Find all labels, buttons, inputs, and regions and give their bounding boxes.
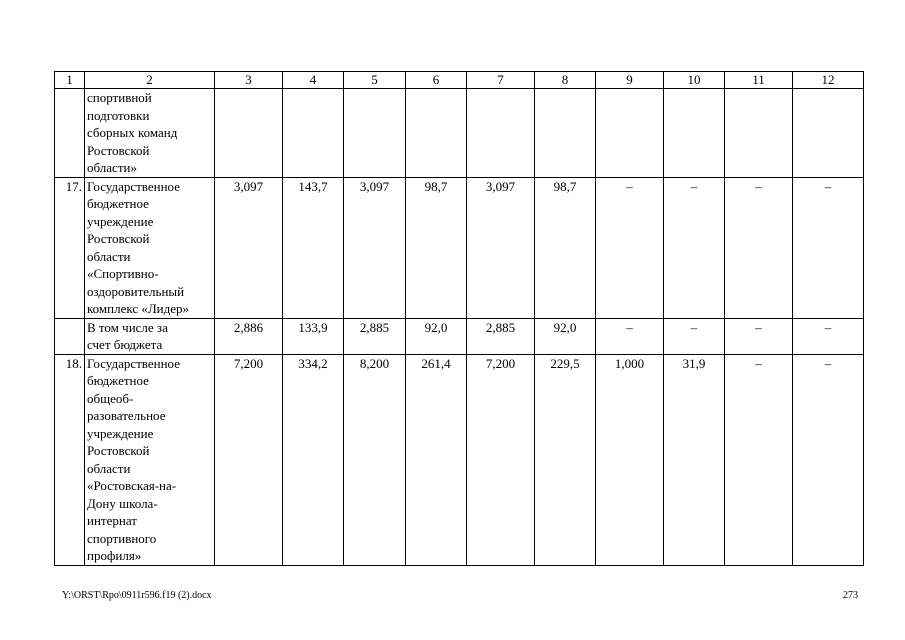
header-cell: 2 (85, 72, 215, 89)
row-index (55, 318, 85, 354)
value-cell: – (664, 318, 725, 354)
value-cell: – (725, 354, 793, 565)
organization-name: В том числе за счет бюджета (85, 318, 215, 354)
value-cell: 143,7 (283, 177, 344, 318)
value-cell: – (596, 318, 664, 354)
value-cell: 7,200 (467, 354, 535, 565)
header-cell: 1 (55, 72, 85, 89)
value-cell: 98,7 (406, 177, 467, 318)
value-cell: 92,0 (406, 318, 467, 354)
value-cell (467, 89, 535, 178)
header-cell: 12 (793, 72, 864, 89)
value-cell (725, 89, 793, 178)
value-cell: – (793, 318, 864, 354)
row-index: 18. (55, 354, 85, 565)
value-cell (793, 89, 864, 178)
table-row (55, 318, 864, 354)
value-cell: 2,885 (344, 318, 406, 354)
table-row (55, 177, 864, 318)
table-row (55, 89, 864, 178)
value-cell (406, 89, 467, 178)
footer-file-path: Y:\ORST\Rpo\0911r596.f19 (2).docx (62, 590, 212, 601)
value-cell: 2,885 (467, 318, 535, 354)
header-cell: 4 (283, 72, 344, 89)
header-cell: 8 (535, 72, 596, 89)
row-index: 17. (55, 177, 85, 318)
value-cell: – (596, 177, 664, 318)
value-cell: – (793, 177, 864, 318)
value-cell (664, 89, 725, 178)
table-row (55, 354, 864, 565)
value-cell: 3,097 (215, 177, 283, 318)
header-cell: 7 (467, 72, 535, 89)
row-index (55, 89, 85, 178)
page-number: 273 (843, 590, 858, 601)
header-cell: 6 (406, 72, 467, 89)
header-cell: 3 (215, 72, 283, 89)
value-cell: 3,097 (344, 177, 406, 318)
value-cell: – (725, 318, 793, 354)
value-cell: 31,9 (664, 354, 725, 565)
value-cell: – (664, 177, 725, 318)
value-cell (596, 89, 664, 178)
header-row (55, 72, 864, 89)
value-cell: 229,5 (535, 354, 596, 565)
value-cell: – (793, 354, 864, 565)
value-cell: 7,200 (215, 354, 283, 565)
value-cell: 2,886 (215, 318, 283, 354)
value-cell: 334,2 (283, 354, 344, 565)
header-cell: 10 (664, 72, 725, 89)
organization-name: спортивной подготовки сборных команд Ростовской области» (85, 89, 215, 178)
value-cell (215, 89, 283, 178)
value-cell (535, 89, 596, 178)
header-cell: 5 (344, 72, 406, 89)
value-cell: 1,000 (596, 354, 664, 565)
value-cell: 98,7 (535, 177, 596, 318)
value-cell: 92,0 (535, 318, 596, 354)
value-cell: 133,9 (283, 318, 344, 354)
value-cell: 3,097 (467, 177, 535, 318)
header-cell: 11 (725, 72, 793, 89)
value-cell: 261,4 (406, 354, 467, 565)
header-cell: 9 (596, 72, 664, 89)
value-cell: – (725, 177, 793, 318)
organization-name: Государственное бюджетное общеоб- разовательное учреждение Ростовской области «Ростовская-на- Дону школа- интернат спортивного профиля» (85, 354, 215, 565)
data-table (54, 71, 864, 566)
value-cell (344, 89, 406, 178)
value-cell: 8,200 (344, 354, 406, 565)
value-cell (283, 89, 344, 178)
organization-name: Государственное бюджетное учреждение Ростовской области «Спортивно- оздоровительный комплекс «Лидер» (85, 177, 215, 318)
